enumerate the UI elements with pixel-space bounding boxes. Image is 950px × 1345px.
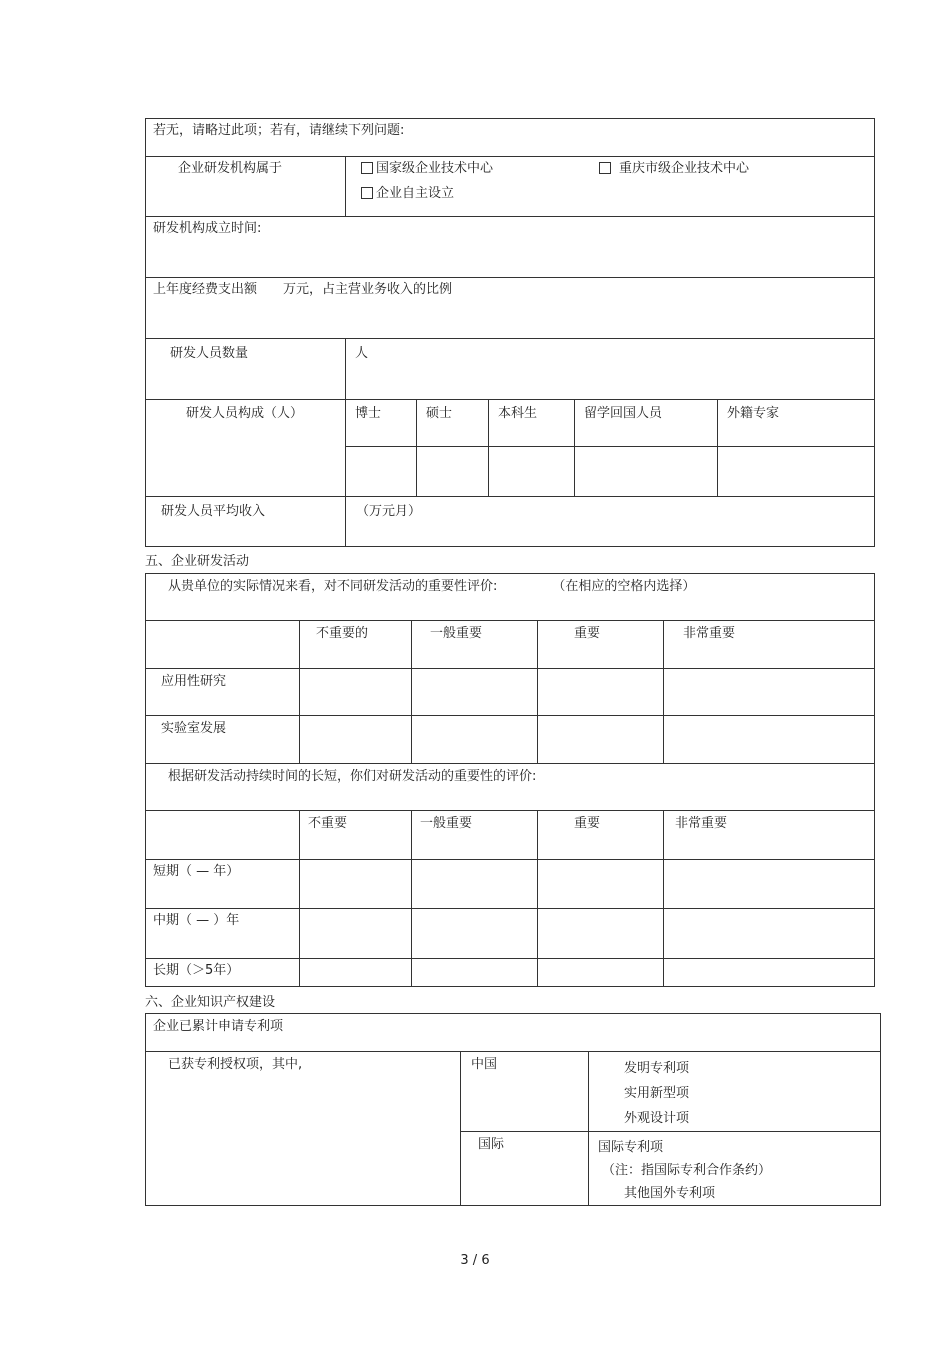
- input-foreign-experts[interactable]: [718, 447, 875, 497]
- header-phd: 博士: [346, 400, 417, 447]
- q1-header-2: 重要: [538, 621, 664, 669]
- intro-cell: [146, 119, 875, 157]
- q2-header-3: 非常重要: [664, 811, 875, 860]
- intl-pct: 国际专利项: [598, 1140, 664, 1155]
- table-row: [146, 860, 875, 909]
- established-cell[interactable]: [146, 217, 875, 278]
- q2-header-1: 一般重要: [412, 811, 538, 860]
- header-returnees: 留学回国人员: [575, 400, 718, 447]
- q2-cell[interactable]: [538, 909, 664, 959]
- table-row: [146, 716, 875, 764]
- q2-cell[interactable]: [300, 959, 412, 987]
- avg-income-input-cell[interactable]: [346, 497, 875, 547]
- q2-prompt: 根据研发活动持续时间的长短，你们对研发活动的重要性的评价:: [168, 769, 537, 784]
- q1-header-0: 不重要的: [300, 621, 412, 669]
- checkbox-icon[interactable]: [361, 162, 373, 174]
- staff-count-label-cell: [146, 339, 346, 400]
- table-row: [146, 959, 875, 987]
- q2-cell[interactable]: [412, 860, 538, 909]
- intl-label: 国际: [478, 1137, 505, 1152]
- q1-cell[interactable]: [412, 669, 538, 716]
- q2-cell[interactable]: [300, 909, 412, 959]
- staff-count-input-cell[interactable]: [346, 339, 875, 400]
- q1-cell[interactable]: [664, 716, 875, 764]
- org-type-label: 企业研发机构属于: [178, 161, 283, 176]
- avg-income-unit: （万元月）: [356, 504, 422, 519]
- china-design: 外观设计项: [624, 1111, 690, 1126]
- table-row: [146, 669, 875, 716]
- q2-cell[interactable]: [664, 860, 875, 909]
- expense-label: 上年度经费支出额: [153, 282, 258, 297]
- applied-label: 企业已累计申请专利项: [153, 1019, 284, 1034]
- org-type-label-cell: [146, 157, 346, 217]
- input-master[interactable]: [417, 447, 489, 497]
- q2-cell[interactable]: [412, 909, 538, 959]
- intl-note: （注：指国际专利合作条约）: [602, 1163, 772, 1178]
- intro-text: 若无，请略过此项；若有，请继续下列问题:: [153, 123, 405, 138]
- option-chongqing[interactable]: 重庆市级企业技术中心: [599, 160, 749, 178]
- q2-cell[interactable]: [412, 959, 538, 987]
- q1-cell[interactable]: [300, 716, 412, 764]
- q1-cell[interactable]: [412, 716, 538, 764]
- china-label: 中国: [471, 1057, 498, 1072]
- intl-other: 其他国外专利项: [624, 1186, 716, 1201]
- avg-income-label-cell: [146, 497, 346, 547]
- q1-cell[interactable]: [538, 669, 664, 716]
- checkbox-icon[interactable]: [599, 162, 611, 174]
- q1-cell[interactable]: [538, 716, 664, 764]
- granted-cell: [146, 1052, 461, 1206]
- q1-row-label-1: 实验室发展: [146, 716, 300, 764]
- q1-cell[interactable]: [300, 669, 412, 716]
- intl-label-cell: [461, 1132, 589, 1206]
- q2-row-label-2: 长期（＞5年）: [146, 959, 300, 987]
- granted-label: 已获专利授权项，其中,: [168, 1057, 303, 1072]
- option-national[interactable]: 国家级企业技术中心: [361, 160, 493, 178]
- q2-corner: [146, 811, 300, 860]
- q2-header-0: 不重要: [300, 811, 412, 860]
- expense-cell[interactable]: [146, 278, 875, 339]
- input-phd[interactable]: [346, 447, 417, 497]
- q2-row-label-0: 短期（ — 年）: [146, 860, 300, 909]
- q2-cell[interactable]: [664, 959, 875, 987]
- q1-corner: [146, 621, 300, 669]
- q2-row-label-1: 中期（ — ）年: [146, 909, 300, 959]
- q2-cell[interactable]: [538, 860, 664, 909]
- header-foreign-experts: 外籍专家: [718, 400, 875, 447]
- staff-comp-label-cell: [146, 400, 346, 497]
- q2-header-2: 重要: [538, 811, 664, 860]
- q2-cell[interactable]: [664, 909, 875, 959]
- rd-activities-table: [145, 573, 875, 987]
- org-type-options-cell: [346, 157, 875, 217]
- expense-text: [146, 278, 874, 299]
- checkbox-icon[interactable]: [361, 187, 373, 199]
- china-utility: 实用新型项: [624, 1086, 690, 1101]
- header-master: 硕士: [417, 400, 489, 447]
- q1-header-1: 一般重要: [412, 621, 538, 669]
- option-self-established[interactable]: 企业自主设立: [361, 185, 454, 203]
- intl-items-cell[interactable]: [589, 1132, 881, 1206]
- staff-count-unit: 人: [355, 346, 369, 361]
- china-label-cell: [461, 1052, 589, 1132]
- staff-count-label: 研发人员数量: [170, 346, 249, 361]
- table-row: [146, 909, 875, 959]
- input-bachelor[interactable]: [489, 447, 575, 497]
- header-bachelor: 本科生: [489, 400, 575, 447]
- q1-prompt-cell: [146, 574, 875, 621]
- rd-institution-table: [145, 118, 875, 547]
- staff-comp-label: 研发人员构成（人）: [186, 406, 304, 421]
- established-label: 研发机构成立时间:: [153, 221, 262, 236]
- avg-income-label: 研发人员平均收入: [161, 504, 266, 519]
- applied-cell[interactable]: [146, 1014, 881, 1052]
- china-invention: 发明专利项: [624, 1061, 690, 1076]
- input-returnees[interactable]: [575, 447, 718, 497]
- expense-rest: 万元，占主营业务收入的比例: [283, 282, 453, 297]
- china-items-cell[interactable]: [589, 1052, 881, 1132]
- ip-table: [145, 1013, 881, 1206]
- section6-title: 六、企业知识产权建设: [145, 995, 276, 1010]
- q1-header-3: 非常重要: [664, 621, 875, 669]
- q2-prompt-cell: [146, 764, 875, 811]
- q2-cell[interactable]: [300, 860, 412, 909]
- q1-cell[interactable]: [664, 669, 875, 716]
- q1-note: （在相应的空格内选择）: [552, 579, 696, 594]
- q2-cell[interactable]: [538, 959, 664, 987]
- section5-title: 五、企业研发活动: [145, 554, 250, 569]
- q1-prompt: 从贵单位的实际情况来看，对不同研发活动的重要性评价:: [168, 579, 498, 594]
- page-number: 3 / 6: [460, 1253, 490, 1268]
- q1-row-label-0: 应用性研究: [146, 669, 300, 716]
